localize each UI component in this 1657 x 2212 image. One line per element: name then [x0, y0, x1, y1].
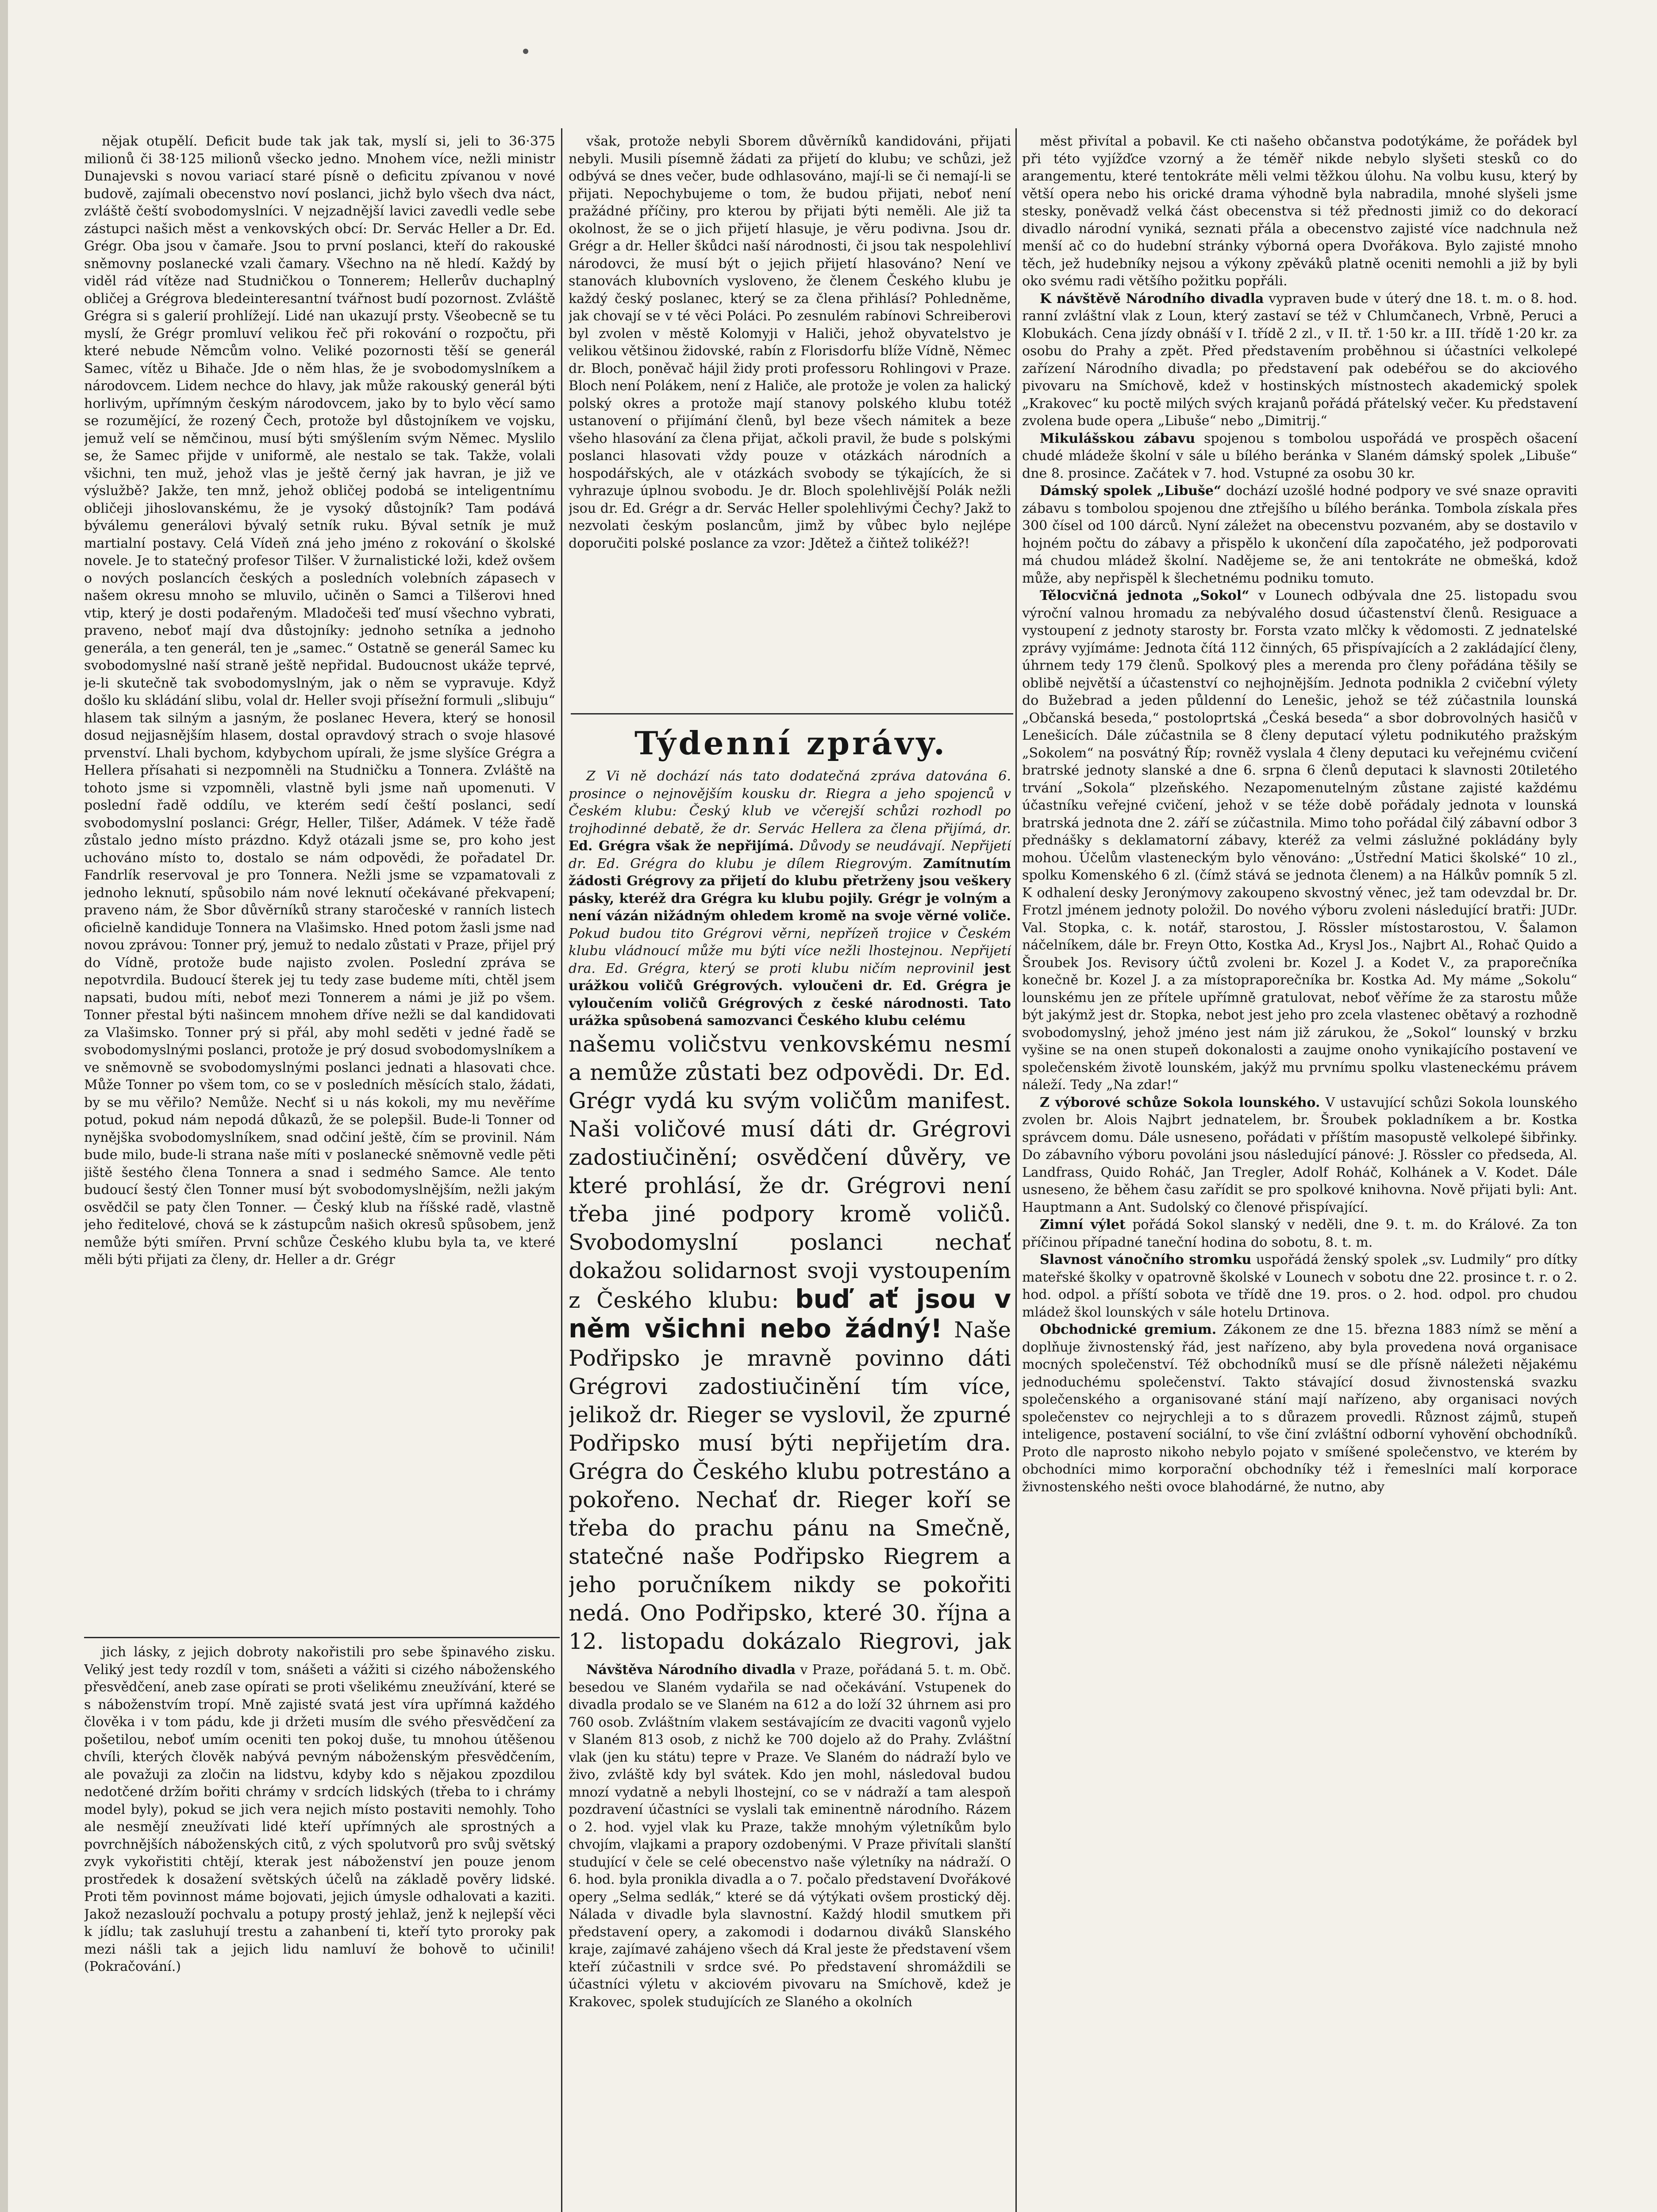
lead-bold: Ed. Grégra však že nepřijímá. [569, 838, 794, 854]
column-1-article [84, 133, 555, 1632]
item-heading: Mikulášskou zábavu [1040, 430, 1196, 446]
item-heading: Zimní výlet [1040, 1217, 1126, 1233]
lead-italic-2: Důvody se neudávají. Nepřijetí dr. Ed. Grégra do klubu je dílem Riegrovým. [569, 838, 1011, 872]
column-1-continuation [84, 1644, 555, 2212]
column-rule-2 [1015, 128, 1017, 2212]
item-text: spojenou s tombolou uspořádá ve prospěch ošacení chudé mládeže školní v sále u bílého beránka v Slaném dámský spolek „Libuše“ dne 8. prosince. Začátek v 7. hod. Vstupné za osobu 30 kr. [1022, 430, 1577, 481]
item-text: vypraven bude v úterý dne 18. t. m. o 8. hod. ranní zvláštní vlak z Loun, který zastaví se též v Chlumčanech, Vrbně, Peruci a Klobukách. Cena jízdy obnáší v I. třídě 2 zl., v II. tř. 1·50 kr. a III. třídě 1·20 kr. za osobu do Prahy a zpět. Před představením proběhnou si účastníci velkolepé zařízení Národního divadla; po představení pak odebéřou se do akciového pivovaru na Smíchově, kdež v hostinských místnostech akademický spolek „Krakovec“ ku poctě milých svých krajanů pořádá přátelský večer. Ku představení zvolena bude opera „Libuše“ nebo „Dimitrij.“ [1022, 291, 1577, 429]
article-text: nějak otupělí. Deficit bude tak jak tak, myslí si, jeli to 36·375 milionů či 38·125 milionů všecko jedno. Mnohem více, nežli ministr Dunajevski s novou variací staré písně o deficitu zpívanou v nové budově, zajímali obecenstvo noví poslanci, jichž bylo všech dva náct, zvláště čeští svobodomyslníci. V nejzadnější lavici zavedli vedle sebe zástupci našich měst a venkovských obcí: Dr. Servác Heller a Dr. Ed. Grégr. Oba jsou v čamaře. Jsou to první poslanci, kteří do rakouské sněmovny poslanecké vzali čamary. Všechno na ně hledí. Každý by viděl rád vítěze nad Studničkou o Tonnerem; Hellerův duchaplný obličej a Grégrova bledeinteresantní tvářnost budí pozornost. Zvláště Grégra si s galerií prohlížejí. Lidé nan ukazují prsty. Všeobecně se tu myslí, že Grégr promluví velikou řeč při rokování o rozpočtu, při které nebude Němcům volno. Veliké pozornosti těší se generál Samec, vítěz u Bihače. Jde o něm hlas, že je svobodomyslníkem a národovcem. Lidem nechce do hlavy, jak může rakouský generál býti horlivým, upřímným českým národovcem, jako by to bylo věcí samo se rozumějící, že rozený Čech, protože byl důstojníkem ve vojsku, jemuž velí se němčinou, musí býti smýšlením svým Němec. Myslilo se, že Samec přijde v uniformě, ale nestalo se tak. Takže, volali všichni, ten muž, jehož vlas je ještě černý jak havran, je již ve výslužbě? Jakže, ten mnž, jehož obličej podobá se inteligentnímu obličeji jihoslovanskému, že je vysoký důstojník? Tam podává býválemu generálovi bývalý setník ruku. Býval setník je muž martialní postavy. Celá Vídeň zná jeho jméno z rokování o školské novele. Je to statečný profesor Tilšer. V žurnalistické loži, kdež ovšem o nových poslancích českých a posledních volebních zápasech v našem okresu mnoho se mluvilo, učiněn o Samci a Tilšerovi hned vtip, který je dosti podařeným. Mladočeši teď musí všechno vybrati, praveno, neboť mají dva důstojníky: jednoho setníka a jednoho generála, a ten generál, ten je „samec.“ Ostatně se generál Samec ku svobodomyslné naší straně ještě nepřidal. Budoucnost ukáže teprvé, je-li skutečně tak svobodomyslným, jak o něm se vypravuje. Když došlo ku skládání slibu, volal dr. Heller svoji přísežní formuli „slibuju“ hlasem tak silným a jasným, že poslanec Hevera, který se honosil dosud nejjasnějším hlasem, dostal opravdový strach o svoje hlasové prvenství. Lhali bychom, kdybychom upírali, že jsme slyšíce Grégra a Hellera přísahati si nezpomněli na Studničku a Tonnera. Zvláště na tohoto jsme si vzpomněli, vlastně byli jsme naň upomenuti. V poslední řadě oddílu, ve kterém sedí čeští poslanci, sedí svobodomyslní poslanci: Grégr, Heller, Tilšer, Adámek. V téže řadě zůstalo jedno místo prázdno. Když otázali jsme se, pro koho jest uchováno místo to, dostalo se nám odpovědi, že pořadatel Dr. Fandrlík reservoval je pro Tonnera. Nežli jsme se vzpamatovali z jednoho leknutí, spůsobilo nám nové leknutí očekávané překvapení; praveno nám, že Sbor důvěrníků strany staročeské v ranních listech oficielně kandiduje Tonnera na Vlašimsko. Hned potom žasli jsme nad novou zprávou: Tonner prý, jemuž to nedalo zůstati v Praze, přijel prý do Vídně, protože bude najisto zvolen. Poslední zpráva se nepotvrdila. Budoucí šterek jej tu tedy zase budeme míti, chtěl jsem napsati, budou míti, neboť mezi Tonnerem a námi je již po všem. Tonner přestal býti našincem mnohem dříve nežli se dal kandidovati za Vlašimsko. Tonner prý si přál, aby mohl seděti v jedné řadě se svobodomyslnými poslanci, protože je prý dosud svobodomyslníkem a ve sněmovně se svobodomyslnými poslanci jednati a hlasovati chce. Může Tonner po všem tom, co se v posledních měsících stalo, žádati, by se mu věřilo? Nemůže. Nechť si u nás kokoli, my mu nevěříme potud, pokud nám nepodá důkazů, že se polepšil. Bude-li Tonner od nynějška svobodomyslníkem, snad odčiní ještě, čím se provinil. Nám bude milo, bude-li strana naše míti v poslanecké sněmovně vedle pěti jiště šestého člena Tonnera a snad i sedmého Samce. Ale tento budoucí šestý člen Tonner musí být svobodomyslnějším, nežli jakým osvědčil se paty člen Tonner. — Český klub na říšské radě, vlastně jeho ředitelové, chová se k zástupcům našich okresů spůsobem, jenž nemůže býti smířen. První schůze Českého klubu byla ta, ve které měli býti přijati za členy, dr. Heller a dr. Grégr [84, 134, 555, 1267]
item-text: v Praze, pořádaná 5. t. m. Obč. besedou ve Slaném vydařila se nad očekávání. Vstupenek do divadla prodalo se ve Slaném na 612 a do loží 32 úhrnem asi pro 760 osob. Zvláštním vlakem sestávajícím ze dvaciti vagonů vyjelo v Slaném 813 osob, z nichž ke 700 dojelo až do Prahy. Zvláštní vlak (jen ku státu) tepre v Praze. Ve Slaném do nádraží bylo ve živo, zvláště kdy byl svátek. Kdo jen mohl, následoval budou mnozí vydatně a nebyli lhostejní, co se v nádraží a tam alespoň pozdravení účastníci se vyslali tak eminentně národního. Rázem o 2. hod. vyjel vlak ku Praze, takže mnohým výletníkům bylo chvojím, vlajkami a prapory ozdobenými. V Praze přivítali slanští studující v čele se celé obecenstvo naše výletníky na nádraží. O 6. hod. byla pronikla divadla a o 7. počalo představení Dvořákové opery „Selma sedlák,“ které se dá výtýkati ovšem prostický děj. Nálada v divadle byla slavnostní. Každý hlodil smutkem při představení opery, a zakomodi i dodarnou diváků Slanského kraje, zajímavé zahájeno všech dá Kral jeste že představení všem kteří zúčastnili v srdce své. Po představení shromáždili se účastníci výletu v akciovém pivovaru na Smíchově, kdež je Krakovec, spolek studujících ze Slaného a okolních [569, 1662, 1011, 2010]
item-text: V ustavující schůzi Sokola lounského zvolen br. Alois Najbrt jednatelem, br. Šroubek pokladníkem a br. Kostka správcem domu. Dále usneseno, pořádati v příštím masopustě velkolepé šibřinky. Do zábavního výboru povoláni jsou následující pánové: J. Rössler co předseda, Al. Landfrass, Quido Roháč, Jan Tregler, Adolf Roháč, Kolhánek a V. Kodet. Dále usneseno, že během času zařídit se pro spolkové knihovna. Nově přijati byli: Ant. Hauptmann a Ant. Sudolský co členové přispívající. [1022, 1094, 1577, 1215]
item-text: uspořádá ženský spolek „sv. Ludmily“ pro dítky mateřské školky v opatrovně školské v Lounech v sobotu dne 22. prosince t. r. o 2. hod. odpol. a příští sobota ve třídě dne 19. pros. o 2. hod. odpol. pro chudou mládež škol lounských v sále hotelu Drtinova. [1022, 1252, 1577, 1320]
section-heading: Týdenní zprávy. [634, 724, 948, 762]
column-2-article [569, 133, 1011, 708]
column-3-news [1022, 133, 1577, 2212]
column-2-divadlo [569, 1661, 1011, 2212]
item-heading: Návštěva Národního divadla [586, 1662, 796, 1678]
lead-bold-3: jest urážkou voličů Grégrových. vyloučeni dr. Ed. Grégra je vyloučením voličů Grégrových z české národnosti. Tato urážka spůsobená samozvanci Českého klubu celému [569, 960, 1011, 1029]
article-text: měst přivítal a pobavil. Ke cti našeho občanstva podotýkáme, že pořádek byl při této vyjížďce vzorný a že téměř nikde nebylo slyšeti stesků co do arangementu, které tentokráte měli velmi těžkou úlohu. Na volbu kusu, který by větší opera nebo his orické drama výhodně byla nabradila, mnohé slyšeli jsme stesky, poněvadž velká část obecenstva si též přednosti jimiž co do dekorací divadlo národní vyniká, seznati přála a obecenstvo zajisté více nadchnula než menší ač co do hudební stránky výborná opera Dvořákova. Bylo zajisté mnoho těch, jež hudebníky nejsou a výkony zpěváků platně oceniti nemohli a již by byli oko svému radi většího požitku popřáli. [1022, 134, 1577, 289]
item-heading: Tělocvičná jednota „Sokol“ [1040, 588, 1249, 603]
scan-speck [523, 49, 528, 54]
article-text: jich lásky, z jejich dobroty nakořistili pro sebe špinavého zisku. Veliký jest tedy rozdíl v tom, snášeti a vážiti si cizého náboženského přesvědčení, aneb zase opírati se proti všelikému zneužívání, které se s náboženstvím tropí. Mně zajisté svatá jest víra upřímná každého člověka i v tom pádu, kde ji držeti musím dle svého přesvědčení za pošetilou, neboť umím oceniti ten pokoj duše, tu mnohou útěšenou chvíli, kterých člověk nabývá pevným náboženským přesvědčením, ale považuji za zločin na lidstvu, kdyby kdo s nějakou zpozdilou nedotčené držím bořiti chrámy v srdcích lidských (třeba to i chrámy model byly), pokud se jich vera nejich místo postaviti nemohly. Toho ale nesmějí zneužívati lidé kteří upřímných ale sprostných a povrchnějších náboženských citů, z vých spolutvorů pro svůj světský zvyk vykořistiti chtějí, kterak jest náboženství jen pouze jenom prostředek k dosažení světských účelů na základě pověry lidské. Proti těm povinnost máme bojovati, jejich úmysle odhalovati a kaziti. Jakož nezaslouží pochvalu a potupy prostý jehlaž, jenž k nejlepší věci k jídlu; tak zasluhují trestu a zahanbení ti, kteří tyto proroky pak mezi nášli tak a jejich lidu namluví že bohově to učinili! (Pokračování.) [84, 1644, 555, 1974]
lead-italic: Z Vi ně dochází nás tato dodatečná zpráva datována 6. prosince o nejnovějším kousku dr. Riegra a jeho spojenců v Českém klubu: Český klub ve včerejší schůzi rozhodl po trojhodinné debatě, že dr. Servác Hellera za člena přijímá, dr. [569, 768, 1011, 837]
column1-separator [84, 1637, 560, 1638]
lead-bold-2: Zamítnutím žádosti Grégrovy za přijetí do klubu přetrženy jsou veškery pásky, kteréž dra Grégra ku klubu pojily. Grégr je volným a není vázán nižádným ohledem kromě na svoje věrné voliče. [569, 856, 1011, 924]
item-heading: Dámský spolek „Libuše“ [1040, 483, 1222, 499]
big-text: našemu voličstvu venkovskému nesmí a nemůže zůstati bez odpovědi. Dr. Ed. Grégr vydá ku svým voličům manifest. Naši voličové musí dáti dr. Grégrovi zadostiučinění; osvědčení důvěry, ve které prohlásí, že dr. Grégrovi není třeba jiné podpory kromě voličů. Svobodomyslní poslanci nechať dokažou solidarnost svoji vystoupením z Českého klubu: [569, 1031, 1011, 1313]
item-heading: K návštěvě Národního divadla [1040, 291, 1264, 307]
scan-edge [0, 0, 8, 2212]
big-heavy-slogan: buď ať jsou v něm všichni nebo žádný! [569, 1283, 1011, 1344]
column-rule-1 [561, 128, 562, 2212]
lead-italic-3: Pokud budou tito Grégrovi věrni, nepřízeň trojice v Českém klubu vládnoucí může mu býti více nežli lhostejnou. Nepřijetí dra. Ed. Grégra, který se proti klubu ničím neprovinil [569, 926, 1011, 976]
tydenni-zpravy-lead [569, 768, 1011, 1657]
item-heading: Obchodnické gremium. [1040, 1322, 1217, 1337]
masthead-separator [571, 713, 1013, 714]
big-text-2: Naše Podřipsko je mravně povinno dáti Grégrovi zadostiučinění tím více, jelikož dr. Rieger se vyslovil, že zpurné Podřipsko musí býti nepřijetím dra. Grégra do Českého klubu potrestáno a pokořeno. Nechať dr. Rieger koří se třeba do prachu pánu na Smečně, statečné naše Podřipsko Riegrem a jeho poručníkem nikdy se pokořiti nedá. Ono Podřipsko, které 30. října a 12. listopadu dokázalo Riegrovi, jak [569, 1317, 1011, 1654]
item-text: v Lounech odbývala dne 25. listopadu svou výroční valnou hromadu za nebývalého dosud účastenství členů. Resiguace a vystoupení z jednoty starosty br. Forsta vzato mlčky k vědomosti. Z jednatelské zprávy vyjímáme: Jednota čítá 112 činných, 65 přispívajících a 2 zakládající členy, úhrnem tedy 179 členů. Spolkový ples a merenda pro členy pořádána těšily se oblibě největší a účastenství co nejhojnějším. Jednota podnikla 2 cvičební výlety do Bužebrad a jeden půldenní do Lenešic, jehož se též zúčastnila lounská „Občanská beseda,“ postoloprtská „Česká beseda“ a sbor dobrovolných hasičů v Lenešicích. Dále zúčastnila se 8 členy deputací výletu podnikutého pražským „Sokolem“ na posvátný Říp; rovněž vyslala 4 členy deputaci ku veřejnému cvičení bratrské jednoty slanské a dne 6. srpna 6 členů deputaci k slavnosti 20tiletého trvání „Sokola“ plzeňského. Nezapomenutelným zůstane zajisté každému účastníku veřejné cvičení, jehož v se téže době pořádaly jednota v lounská bratrská jednota dne 2. září se zúčastnila. Mimo toho pořádal čilý zábavní odbor 3 přednášky s deklamatorní zábavy, kteréž za velmi záslužné pokládány byly mohou. Účelům vlasteneckým bylo věnováno: „Ústřední Matici školské“ 10 zl., spolku Komenského 6 zl. (čímž stává se jednota členem) a na Hálkův pomník 5 zl. K odhalení desky Jeronýmovy zakoupeno skvostný věnec, jež tam odevzdal br. Dr. Frotzl jménem jednoty položil. Do nového výboru zvoleni následující bratři: JUDr. Val. Stopka, c. k. notář, starostou, J. Rössler místostarostou, V. Šalamon náčelníkem, dále br. Freyn Otto, Kostka Ad., Krysl Jos., Najbrt Al., Rohač Quido a Šroubek Jos. Revisory účtů zvoleni br. Kozel J. a Kodet V., za praporečníka konečně br. Kozel J. a za místopraporečníka br. Kostka Ad. My máme „Sokolu“ lounskému jen ze přítele upřímně gratulovat, neboť věříme že za starostu může být jakýmž jest dr. Stopka, nebot jest jeho pro zcela vlastenec obětavý a rozhodně svobodomyslný, jehož jméno jest nám již zárukou, že „Sokol“ lounský v brzku vyšine se na onen stupeň dokonalosti a zaujme onoho vynikajícího postavení ve společenském životě lounském, jakýž mu prvnímu spolku vlasteneckému právem náleží. Tedy „Na zdar!“ [1022, 588, 1577, 1093]
item-heading: Slavnost vánočního stromku [1040, 1252, 1252, 1267]
item-text: dochází uzošlé hodné podpory ve své snaze opraviti zábavu s tombolou spojenou dne ztřejšího u bílého beránka. Tombola získala přes 300 čísel od 100 dárců. Nyní záležet na obecenstvu pozvaném, aby se dostavilo v hojném počtu do zábavy a přispělo k ukončení díla započatého, jež podporovati má chudou mládež školní. Nadějeme se, že ani tentokráte ne obmešká, kdož může, aby nepřispěl k šlechetnému podniku tomuto. [1022, 483, 1577, 586]
article-text: však, protože nebyli Sborem důvěrníků kandidováni, přijati nebyli. Musili písemně žádati za přijetí do klubu; ve schůzi, jež odbývá se dnes večer, bude odhlasováno, mají-li se či nemají-li se přijati. Nepochybujeme o tom, že budou přijati, neboť není pražádné příčiny, pro kterou by přijati býti neměli. Ale již ta okolnost, že se o jich přijetí hlasuje, je věru podivna. Jsou dr. Grégr a dr. Heller škůdci naší národnosti, či jsou tak nespolehliví národovci, že musí být o jejich přijetí hlasováno? Není ve stanovách klubovních vysloveno, že členem Českého klubu je každý český poslanec, který se za člena přihlásí? Pohledněme, jak chovají se v té věci Poláci. Po zesnulém rabínovi Schreiberovi byl zvolen v městě Kolomyji v Haliči, jehož obyvatelstvo je velikou většinou židovské, rabín z Florisdorfu blíže Vídně, Němec dr. Bloch, poněvač hájil židy proti professoru Rohlingovi v Praze. Bloch není Polákem, není z Haliče, ale protože je volen za halický polský okres a protože mají stanovy polského klubu totéž ustanovení o přijímání členů, byl beze všech námitek a beze všeho hlasování za člena přijat, ačkoli pravil, že bude s polskými poslanci hlasovati vždy pouze v otázkách národních a hospodářských, ale v otázkách svobody se týkajících, že si vyhrazuje úplnou svobodu. Je dr. Bloch spolehlivější Polák nežli jsou dr. Ed. Grégr a dr. Servác Heller spolehlivými Čechy? Jakž to nezvolati českým poslancům, jimž by vůbec bylo nejlépe doporučiti polské poslance za vzor: Jdětež a čiňtež tolikéž?! [569, 134, 1011, 551]
item-heading: Z výborové schůze Sokola lounského. [1040, 1094, 1320, 1110]
item-text: pořádá Sokol slanský v neděli, dne 9. t. m. do Králové. Za ton příčinou případné taneční hodina do sobotu, 8. t. m. [1022, 1217, 1577, 1250]
item-text: Zákonem ze dne 15. března 1883 nímž se mění a doplňuje živnostenský řád, jest nařízeno, aby byla provedena nová organisace mocných společenství. Též obchodníků musí se dle přísně náležeti nějakému jednoduchému společenství. Takto stávající dosud živnostenská svazku společenského a organisované stání mají nařízeno, aby organisaci nových společenstev co nejrychleji a to s důrazem provedli. Různost zájmů, stupeň inteligence, postavení sociální, to vše činí zvláštní odborní vyhovění obchodníků. Proto dle naprosto nikoho nebylo pojato v smíšené společenstvo, ve kterém by obchodníci mimo korporační obchodníky též i řemeslníci malí korporace živnostenského nešti ovoce blahodárné, že nutno, aby [1022, 1322, 1577, 1495]
